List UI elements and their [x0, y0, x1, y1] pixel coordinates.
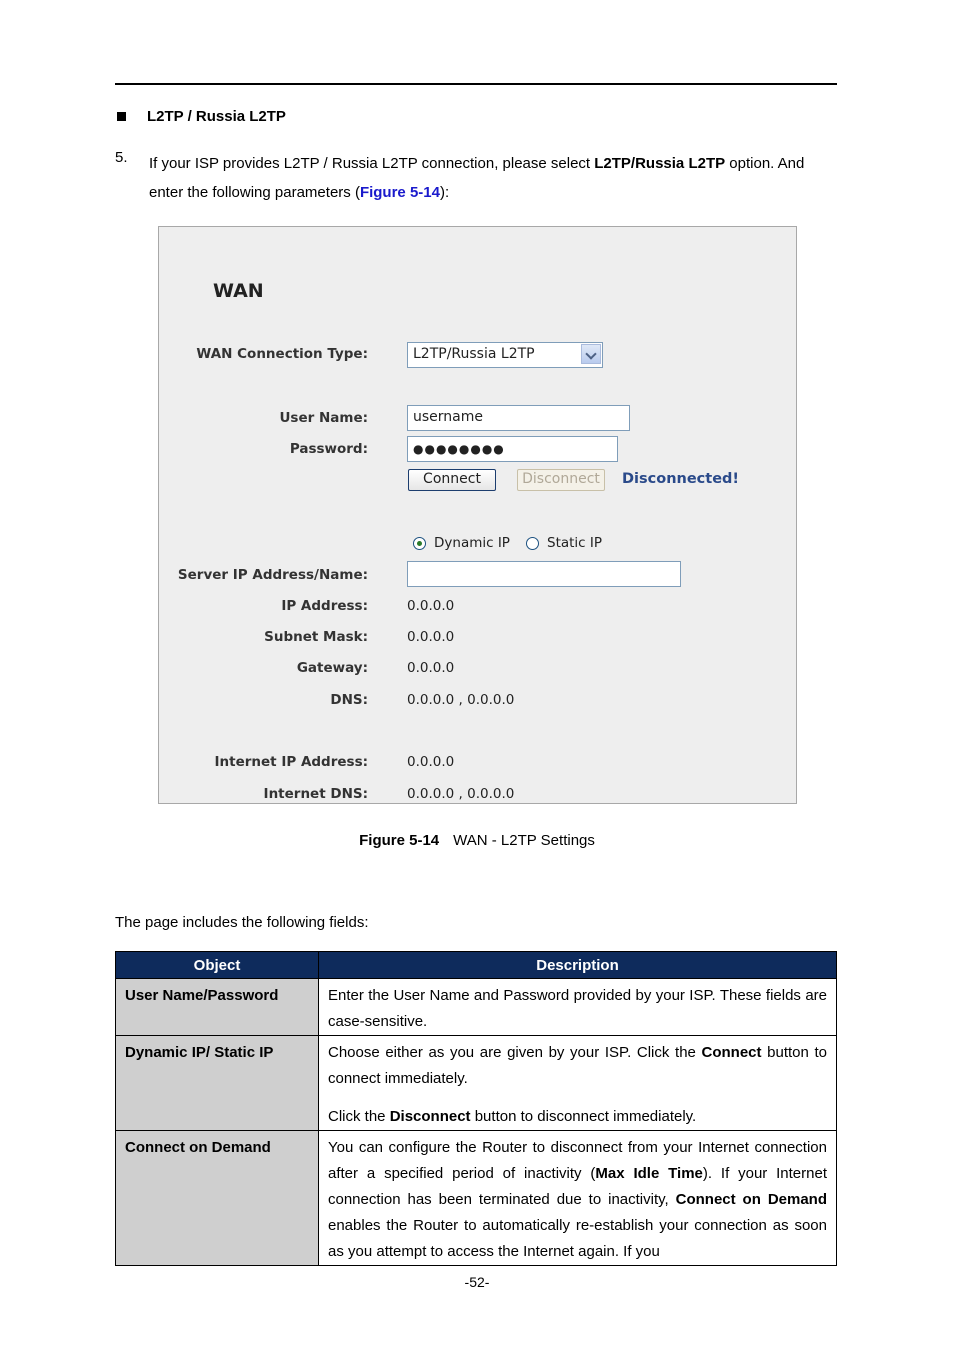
step-text: If your ISP provides L2TP / Russia L2TP connection, please select L2TP/Russia L2TP option. And enter the following parameters (Figure 5-14): [149, 155, 805, 201]
figure-caption: Figure 5-14 WAN - L2TP Settings [359, 832, 595, 849]
password-label: Password: [289, 441, 368, 457]
server-label: Server IP Address/Name: [177, 567, 368, 583]
row-description: Enter the User Name and Password provided by your ISP. These fields are case-sensitive. [319, 979, 837, 1036]
table-header-row [116, 952, 837, 979]
section-title: L2TP / Russia L2TP [147, 108, 286, 125]
step-number: 5. [115, 149, 128, 166]
connection-status: Disconnected! [622, 471, 740, 487]
disconnect-button[interactable]: Disconnect [517, 469, 605, 491]
conn-type-label: WAN Connection Type: [196, 346, 368, 362]
table-row [116, 979, 837, 1036]
internet-ip-value: 0.0.0.0 [407, 754, 455, 770]
static-ip-label: Static IP [547, 535, 603, 551]
dns-label: DNS: [330, 692, 368, 708]
table-row [116, 1131, 837, 1266]
internet-dns-value: 0.0.0.0 , 0.0.0.0 [407, 786, 515, 802]
dynamic-ip-label: Dynamic IP [434, 535, 510, 551]
mask-label: Subnet Mask: [264, 629, 368, 645]
gateway-label: Gateway: [296, 660, 368, 676]
intro-text: The page includes the following fields: [115, 914, 369, 931]
mask-value: 0.0.0.0 [407, 629, 455, 645]
wan-title: WAN [213, 280, 264, 302]
chevron-down-icon[interactable] [581, 344, 601, 364]
row-description: Choose either as you are given by your ISP. Click the Connect button to connect immediately. Click the Disconnect button to disconnect immediately. [319, 1036, 837, 1131]
internet-ip-label: Internet IP Address: [214, 754, 368, 770]
row-object: Connect on Demand [116, 1131, 319, 1266]
header-rule [115, 83, 837, 85]
fields-table [115, 951, 837, 1266]
conn-type-select[interactable] [407, 342, 603, 368]
conn-type-value: L2TP/Russia L2TP [413, 346, 535, 362]
header-object: Object [116, 952, 319, 979]
password-value: ●●●●●●●● [413, 442, 505, 456]
connect-button[interactable]: Connect [408, 469, 496, 491]
row-description: You can configure the Router to disconnect from your Internet connection after a specified period of inactivity (Max Idle Time). If your Internet connection has been terminated due to inactivity, Connect on Demand enables the Router to automatically re-establish your connection as soon as you attempt to access the Internet again. If you [319, 1131, 837, 1266]
page-number: -52- [464, 1274, 490, 1290]
dns-value: 0.0.0.0 , 0.0.0.0 [407, 692, 515, 708]
row-object: Dynamic IP/ Static IP [116, 1036, 319, 1131]
table-row [116, 1036, 837, 1131]
password-input[interactable] [407, 436, 618, 462]
internet-dns-label: Internet DNS: [263, 786, 368, 802]
username-input[interactable] [407, 405, 630, 431]
header-description: Description [319, 952, 837, 979]
static-ip-radio[interactable] [526, 537, 539, 550]
dynamic-ip-radio[interactable] [413, 537, 426, 550]
figure-link[interactable]: Figure 5-14 [359, 184, 440, 201]
username-value: username [413, 409, 483, 425]
server-input[interactable] [407, 561, 681, 587]
username-label: User Name: [279, 410, 368, 426]
ip-label: IP Address: [281, 598, 368, 614]
row-object: User Name/Password [116, 979, 319, 1036]
wan-settings-screenshot [158, 226, 797, 804]
ip-value: 0.0.0.0 [407, 598, 455, 614]
square-bullet-icon [117, 112, 126, 121]
gateway-value: 0.0.0.0 [407, 660, 455, 676]
